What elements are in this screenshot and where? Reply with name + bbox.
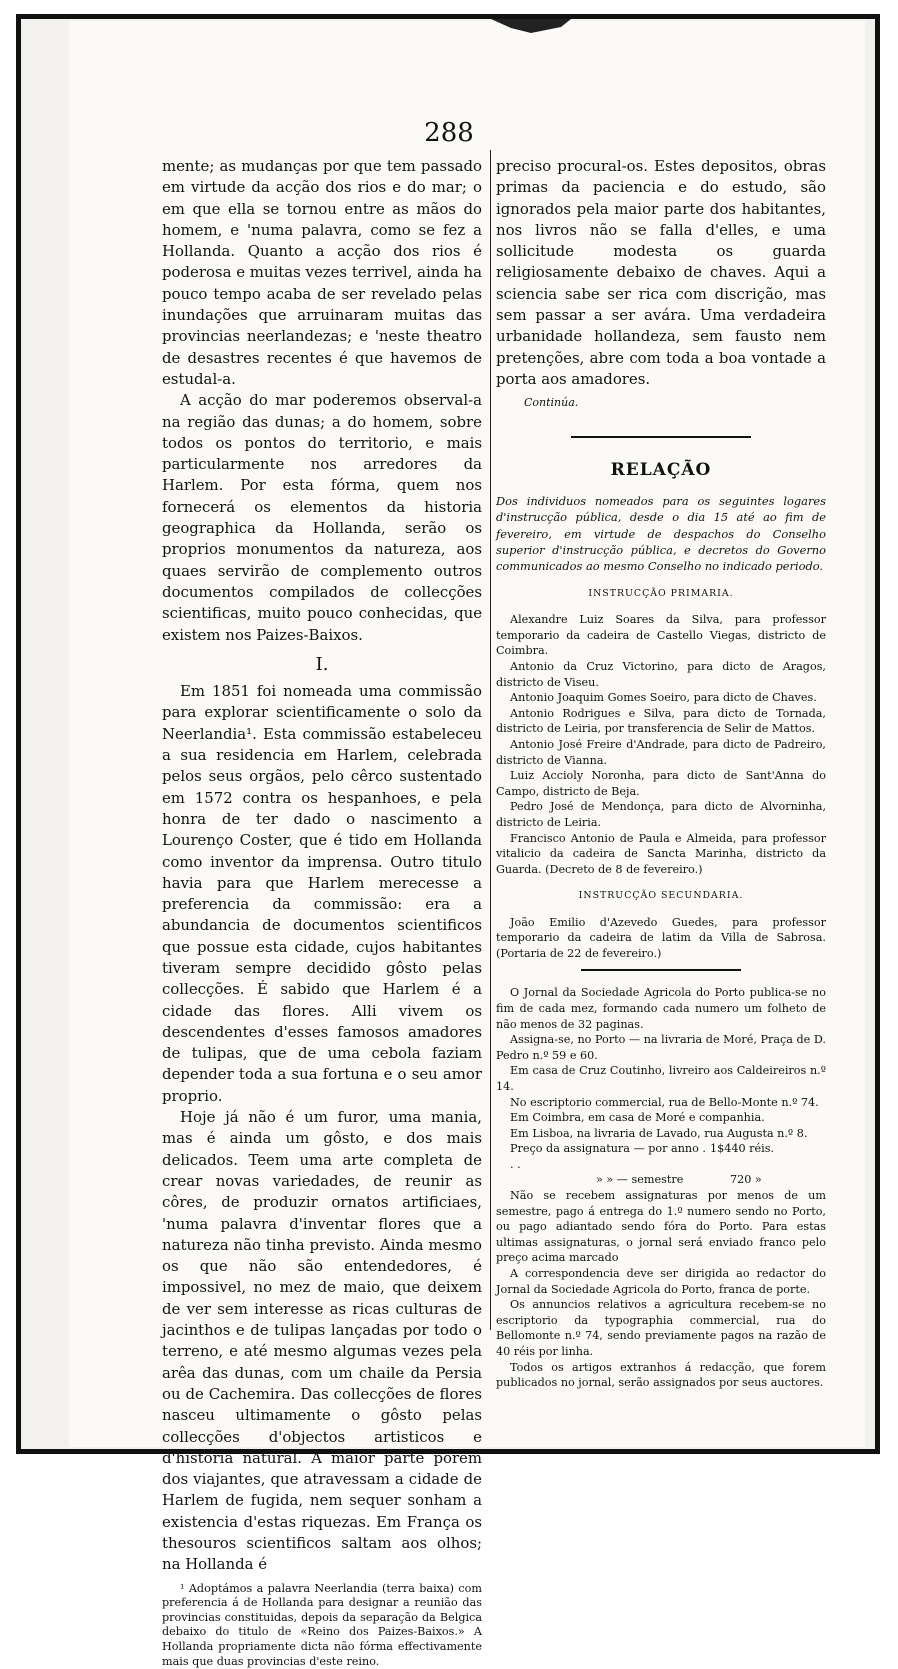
relacao-intro: Dos individuos nomeados para os seguintes logares d'instrucção pública, desde o dia 15 até ao fim de fevereiro, em virtude de despachos do Conselho superior d'instrucção pública, e decretos do Governo communicados ao mesmo Conselho no indicado periodo. [496,493,826,574]
notice-line: Não se recebem assignaturas por menos de um semestre, pago á entrega do 1.º numero sendo no Porto, ou pago adiantado sendo fóra do Porto. Para estas ultimas assignaturas, o jornal será enviado franco pelo preço acima marcado [496,1189,826,1265]
left-column [162,156,482,1669]
notice-line: A correspondencia deve ser dirigida ao redactor do Jornal da Sociedade Agricola do Porto, franca de porte. [496,1267,826,1296]
notice-line: Todos os artigos extranhos á redacção, que forem publicados no jornal, serão assignados por seus auctores. [496,1360,826,1390]
notice-line: No escriptorio commercial, rua de Bello-Monte n.º 74. [510,1095,819,1109]
paragraph: mente; as mudanças por que tem passado em virtude da acção dos rios e do mar; o em que ella se tornou entre as mãos do homem, e 'numa palavra, como se fez a Hollanda. Quanto a acção dos rios é poderosa e muitas vezes terrivel, ainda ha pouco tempo acaba de ser revelado pelas inundações que arruinaram muitas das provincias neerlandezas; e 'neste theatro de desastres recentes é que havemos de estudal-a. [162,157,482,388]
list-item: Pedro José de Mendonça, para dicto de Alvorninha, districto de Leiria. [496,800,826,829]
list-item: Antonio da Cruz Victorino, para dicto de Aragos, districto de Viseu. [496,659,826,689]
divider-rule [581,969,741,971]
column-divider [490,150,491,1330]
price-label: » » — semestre [596,1173,684,1187]
price-value: 720 » [730,1173,762,1187]
list-item: Alexandre Luiz Soares da Silva, para professor temporario da cadeira de Castello Viegas, districto de Coimbra. [496,613,826,658]
divider-rule [571,436,751,438]
right-column [496,156,826,1391]
notice-line: Em Lisboa, na livraria de Lavado, rua Augusta n.º 8. [510,1126,808,1140]
list-item: Antonio José Freire d'Andrade, para dicto de Padreiro, districto de Vianna. [496,737,826,767]
footnote: ¹ Adoptámos a palavra Neerlandia (terra baixa) com preferencia á de Hollanda para designar a reunião das provincias constituidas, depois da separação da Belgica debaixo do titulo de «Reino dos Paizes-Baixos.» A Hollanda propriamente dicta não fórma effectivamente mais que duas provincias d'este reino. [162,1581,482,1668]
paragraph: Hoje já não é um furor, uma mania, mas é ainda um gôsto, e dos mais delicados. Teem uma arte completa de crear novas variedades, de reunir as côres, de produzir ornatos artificiaes, 'numa palavra d'inventar flores que a natureza não tinha previsto. Ainda mesmo os que não são entendedores, é impossivel, no mez de maio, que deixem de ver sem interesse as ricas culturas de jacinthos e de tulipas lançadas por todo o terreno, e até mesmo algumas vezes pela arêa das dunas, com um chaile da Persia ou de Cachemira. Das collecções de flores nasceu ultimamente o gôsto pelas collecções d'objectos artisticos e d'historia natural. A maior parte porém dos viajantes, que atravessam a cidade de Harlem de fugida, nem sequer sonham a existencia d'estas riquezas. Em França os thesouros scientificos saltam aos olhos; na Hollanda é [162,1108,482,1574]
list-item: Antonio Rodrigues e Silva, para dicto de Tornada, districto de Leiria, por transferencia de Selir de Mattos. [496,706,826,736]
paragraph: A acção do mar poderemos observal-a na região das dunas; a do homem, sobre todos os pontos do territorio, e mais particularmente nos arredores da Harlem. Por esta fórma, quem nos fornecerá os elementos da historia geographica da Hollanda, serão os proprios monumentos da natureza, aos quaes servirão de complemento outros documentos compilados de collecções scientificas, muito pouco conhecidas, que existem nos Paizes-Baixos. [162,391,482,644]
list-item: Francisco Antonio de Paula e Almeida, para professor vitalicio da cadeira de Sancta Marinha, districto da Guarda. (Decreto de 8 de fevereiro.) [496,831,826,876]
notice-line: Em Coimbra, em casa de Moré e companhia. [510,1111,765,1125]
notice-line: O Jornal da Sociedade Agricola do Porto publica-se no fim de cada mez, formando cada numero um folheto de não menos de 32 paginas. [496,986,826,1031]
price-value: 1$440 réis. [710,1142,774,1156]
page-number: 288 [424,118,474,148]
section-heading: I. [315,653,329,675]
list-item: Luiz Accioly Noronha, para dicto de Sant'Anna do Campo, districto de Beja. [496,769,826,798]
price-row [496,1172,826,1188]
secundaria-heading: INSTRUCÇÃO SECUNDARIA. [578,890,744,902]
continua-label: Continúa. [524,396,579,410]
paragraph: Em 1851 foi nomeada uma commissão para explorar scientificamente o solo da Neerlandia¹. Esta commissão estabeleceu a sua residencia em Harlem, celebrada pelos seus orgãos, pelo cêrco sustentado em 1572 contra os hespanhoes, e pela honra de ter dado o nascimento a Lourenço Coster, que é tido em Hollanda como inventor da imprensa. Outro titulo havia para que Harlem merecesse a preferencia da commissão: era a abundancia de documentos scientificos que possue esta cidade, cujos habitantes tiveram sempre decidido gôsto pelas collecções. É sabido que Harlem é a cidade das flores. Alli vivem os descendentes d'esses famosos amadores de tulipas, que de uma cebola faziam depender toda a sua fortuna e o seu amor proprio. [162,682,482,1105]
price-label: Preço da assignatura — por anno . . . [510,1142,706,1171]
notice-line: Assigna-se, no Porto — na livraria de Moré, Praça de D. Pedro n.º 59 e 60. [496,1033,826,1062]
list-item: João Emilio d'Azevedo Guedes, para professor temporario da cadeira de latim da Villa de Sabrosa. (Portaria de 22 de fevereiro.) [496,915,826,960]
primaria-heading: INSTRUCÇÃO PRIMARIA. [588,587,734,599]
tear-mark-icon [491,19,571,35]
paragraph: preciso procural-os. Estes depositos, obras primas da paciencia e do estudo, são ignorados pela maior parte dos habitantes, nos livros não se falla d'elles, e uma sollicitude modesta os guarda religiosamente debaixo de chaves. Aqui a sciencia sabe ser rica com discrição, mas sem passar a ser avára. Uma verdadeira urbanidade hollandeza, sem fausto nem pretenções, abre com toda a boa vontade a porta aos amadores. [496,157,826,388]
relacao-title: RELAÇÃO [610,459,712,480]
price-row [496,1141,826,1172]
notice-line: Os annuncios relativos a agricultura recebem-se no escriptorio da typographia commercial, rua do Bellomonte n.º 74, sendo previamente pagos na razão de 40 réis por linha. [496,1298,826,1359]
list-item: Antonio Joaquim Gomes Soeiro, para dicto de Chaves. [510,691,817,705]
notice-line: Em casa de Cruz Coutinho, livreiro aos Caldeireiros n.º 14. [496,1064,826,1093]
